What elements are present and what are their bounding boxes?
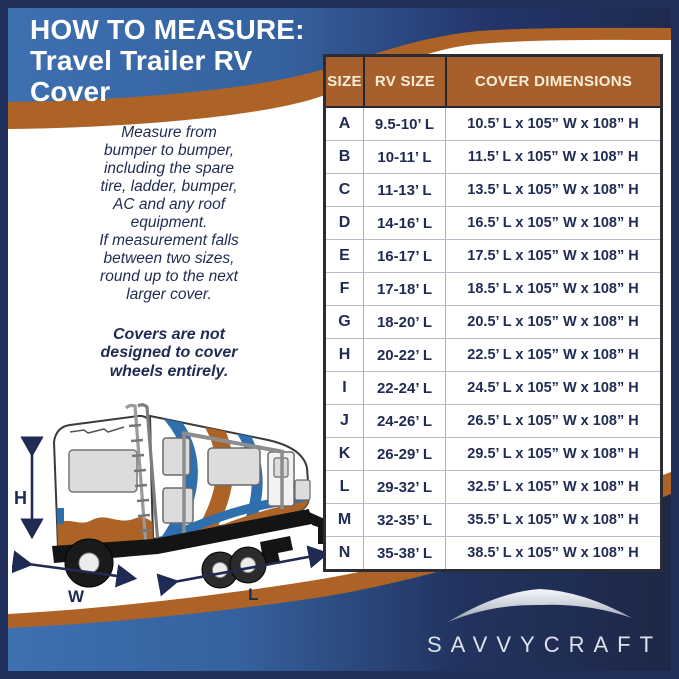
cell-size: M xyxy=(337,511,352,528)
cell-rv-size: 9.5-10’ L xyxy=(363,108,445,140)
rear-window xyxy=(69,450,137,492)
cell-size: J xyxy=(340,412,349,429)
cell-size: E xyxy=(339,247,350,264)
cell-cover-dimensions: 38.5’ L x 105” W x 108” H xyxy=(445,537,660,569)
cell-size: I xyxy=(342,379,347,396)
brand-logo xyxy=(408,584,671,658)
table-row xyxy=(326,437,660,470)
cell-size: A xyxy=(338,115,351,132)
cell-rv-size: 10-11’ L xyxy=(363,141,445,173)
table-row xyxy=(326,140,660,173)
wheel-coverage-note: Covers are not designed to cover wheels entirely. xyxy=(100,325,238,380)
title-line-2: Travel Trailer RV xyxy=(30,45,253,76)
infographic-canvas xyxy=(8,8,671,671)
cell-rv-size: 24-26’ L xyxy=(363,405,445,437)
cell-rv-size: 16-17’ L xyxy=(363,240,445,272)
table-row xyxy=(326,206,660,239)
cell-rv-size: 18-20’ L xyxy=(363,306,445,338)
table-row xyxy=(326,272,660,305)
height-arrow-label: H xyxy=(14,488,27,508)
cell-size: F xyxy=(339,280,350,297)
table-row xyxy=(326,108,660,140)
measure-instructions-text: Measure from bumper to bumper, including the spare tire, ladder, bumper, AC and any roof equipment. If measurement falls between two sizes, round up to the next larger cover. xyxy=(99,124,239,303)
cell-rv-size: 32-35’ L xyxy=(363,504,445,536)
side-window-lower xyxy=(163,488,193,523)
cell-size: D xyxy=(338,214,351,231)
length-arrow-label: L xyxy=(248,585,259,604)
cell-rv-size: 22-24’ L xyxy=(363,372,445,404)
width-arrow-label: W xyxy=(68,587,85,606)
table-row xyxy=(326,371,660,404)
table-row xyxy=(326,173,660,206)
cell-size: K xyxy=(338,445,351,462)
cell-size: H xyxy=(338,346,351,363)
front-window xyxy=(295,480,310,500)
table-row xyxy=(326,536,660,569)
table-row xyxy=(326,239,660,272)
page-title xyxy=(30,14,305,107)
cell-rv-size: 11-13’ L xyxy=(363,174,445,206)
cell-cover-dimensions: 22.5’ L x 105” W x 108” H xyxy=(445,339,660,371)
size-table-body xyxy=(326,108,660,569)
cell-rv-size: 14-16’ L xyxy=(363,207,445,239)
cell-cover-dimensions: 35.5’ L x 105” W x 108” H xyxy=(445,504,660,536)
side-window-upper xyxy=(163,438,190,475)
table-row xyxy=(326,305,660,338)
table-row xyxy=(326,470,660,503)
column-header-size: SIZE xyxy=(327,73,362,90)
cell-cover-dimensions: 17.5’ L x 105” W x 108” H xyxy=(445,240,660,272)
table-row xyxy=(326,338,660,371)
measuring-instructions xyxy=(36,124,302,381)
cell-rv-size: 17-18’ L xyxy=(363,273,445,305)
cell-cover-dimensions: 32.5’ L x 105” W x 108” H xyxy=(445,471,660,503)
title-line-1: HOW TO MEASURE: xyxy=(30,14,305,45)
cell-size: C xyxy=(338,181,351,198)
cell-size: L xyxy=(339,478,350,495)
cell-size: N xyxy=(338,544,351,561)
size-chart-table xyxy=(323,54,663,572)
cell-cover-dimensions: 29.5’ L x 105” W x 108” H xyxy=(445,438,660,470)
cell-cover-dimensions: 13.5’ L x 105” W x 108” H xyxy=(445,174,660,206)
title-line-3: Cover xyxy=(30,76,111,107)
awning-swoosh-icon xyxy=(442,584,638,628)
cell-cover-dimensions: 11.5’ L x 105” W x 108” H xyxy=(445,141,660,173)
cell-cover-dimensions: 10.5’ L x 105” W x 108” H xyxy=(445,108,660,140)
cell-rv-size: 35-38’ L xyxy=(363,537,445,569)
cell-size: G xyxy=(338,313,351,330)
cell-rv-size: 20-22’ L xyxy=(363,339,445,371)
table-row xyxy=(326,404,660,437)
size-table-header xyxy=(326,57,660,108)
column-header-rv-size: RV SIZE xyxy=(363,57,445,106)
cell-cover-dimensions: 20.5’ L x 105” W x 108” H xyxy=(445,306,660,338)
cell-cover-dimensions: 18.5’ L x 105” W x 108” H xyxy=(445,273,660,305)
cell-cover-dimensions: 24.5’ L x 105” W x 108” H xyxy=(445,372,660,404)
travel-trailer-illustration xyxy=(12,396,344,620)
cell-rv-size: 29-32’ L xyxy=(363,471,445,503)
cell-cover-dimensions: 26.5’ L x 105” W x 108” H xyxy=(445,405,660,437)
side-window-main xyxy=(208,448,260,485)
brand-logo-text: SAVVYCRAFT xyxy=(426,632,663,657)
cell-cover-dimensions: 16.5’ L x 105” W x 108” H xyxy=(445,207,660,239)
cell-size: B xyxy=(338,148,351,165)
table-row xyxy=(326,503,660,536)
cell-rv-size: 26-29’ L xyxy=(363,438,445,470)
column-header-cover-dimensions: COVER DIMENSIONS xyxy=(445,57,660,106)
